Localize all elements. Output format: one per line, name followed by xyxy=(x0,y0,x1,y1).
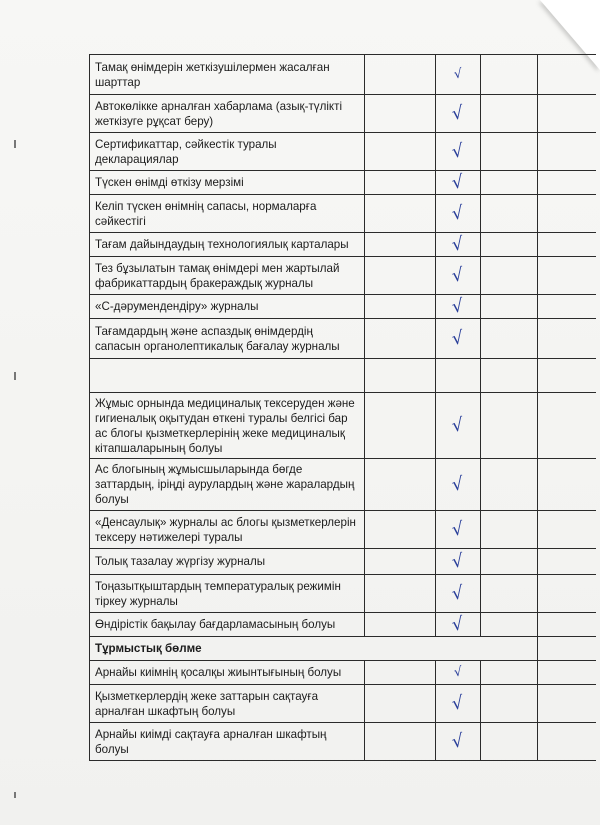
blank-cell xyxy=(481,257,538,295)
blank-cell xyxy=(538,359,597,393)
handwritten-check-icon: √ xyxy=(450,201,466,225)
requirement-label: «Денсаулық» журналы ас блогы қызметкерлерін тексеру нәтижелері туралы xyxy=(90,511,365,549)
blank-cell xyxy=(365,393,436,459)
blank-cell xyxy=(365,575,436,613)
handwritten-check-icon: √ xyxy=(450,549,466,573)
scan-mark xyxy=(14,792,16,798)
blank-cell xyxy=(538,511,597,549)
requirement-label: Жұмыс орнында медициналық тексеруден және гигиеналық оқытудан өткені туралы белгісі бар ас блогы қызметкерлерінің жеке медициналық кітапшаларының болуы xyxy=(90,393,365,459)
handwritten-check-icon: √ xyxy=(450,232,466,256)
blank-cell xyxy=(538,295,597,319)
blank-cell xyxy=(481,511,538,549)
handwritten-check-icon: √ xyxy=(450,101,466,125)
table-row xyxy=(90,133,597,171)
blank-cell xyxy=(365,171,436,195)
handwritten-check-icon: √ xyxy=(450,581,466,605)
blank-cell xyxy=(538,393,597,459)
blank-cell xyxy=(365,257,436,295)
check-cell xyxy=(436,319,481,359)
blank-cell xyxy=(481,723,538,761)
blank-cell xyxy=(538,723,597,761)
requirement-label: Тоңазытқыштардың температуралық режимін тіркеу журналы xyxy=(90,575,365,613)
blank-cell xyxy=(481,171,538,195)
blank-cell xyxy=(365,95,436,133)
blank-cell xyxy=(538,613,597,637)
handwritten-check-icon: √ xyxy=(450,612,466,636)
blank-cell xyxy=(481,393,538,459)
blank-cell xyxy=(538,661,597,685)
blank-cell xyxy=(481,319,538,359)
blank-cell xyxy=(365,133,436,171)
blank-cell xyxy=(365,723,436,761)
blank-cell xyxy=(365,359,436,393)
blank-cell xyxy=(481,295,538,319)
handwritten-check-icon: √ xyxy=(450,472,466,496)
table-row xyxy=(90,195,597,233)
check-cell xyxy=(436,685,481,723)
table-row xyxy=(90,95,597,133)
blank-cell xyxy=(481,661,538,685)
blank-cell xyxy=(365,549,436,575)
check-cell xyxy=(436,549,481,575)
handwritten-check-icon: √ xyxy=(450,517,466,541)
blank-cell xyxy=(481,95,538,133)
table-row xyxy=(90,613,597,637)
handwritten-check-icon: √ xyxy=(450,170,466,194)
blank-cell xyxy=(538,319,597,359)
handwritten-check-icon: √ xyxy=(450,294,466,318)
requirement-label: «С-дәрумендендіру» журналы xyxy=(90,295,365,319)
table-row xyxy=(90,359,597,393)
blank-cell xyxy=(365,511,436,549)
table-row xyxy=(90,393,597,459)
table-row xyxy=(90,685,597,723)
table-row xyxy=(90,459,597,511)
blank-cell xyxy=(481,233,538,257)
check-cell xyxy=(436,575,481,613)
blank-cell xyxy=(481,613,538,637)
requirement-label: Арнайы киімді сақтауға арналған шкафтың болуы xyxy=(90,723,365,761)
blank-cell xyxy=(538,55,597,95)
requirement-label: Ас блогының жұмысшыларында бөгде заттардың, іріңді аурулардың және жаралардың болуы xyxy=(90,459,365,511)
requirement-label: Толық тазалау жүргізу журналы xyxy=(90,549,365,575)
blank-cell xyxy=(538,95,597,133)
section-row xyxy=(90,637,597,661)
requirement-label: Қызметкерлердің жеке заттарын сақтауға арналған шкафтың болуы xyxy=(90,685,365,723)
blank-cell xyxy=(481,575,538,613)
blank-cell xyxy=(365,55,436,95)
blank-cell xyxy=(481,195,538,233)
table-row xyxy=(90,295,597,319)
blank-cell xyxy=(365,195,436,233)
check-cell xyxy=(436,55,481,95)
section-heading: Тұрмыстық бөлме xyxy=(90,637,538,661)
blank-cell xyxy=(538,575,597,613)
check-cell xyxy=(436,95,481,133)
table-row xyxy=(90,55,597,95)
handwritten-check-icon: √ xyxy=(452,664,464,681)
handwritten-check-icon: √ xyxy=(450,263,466,287)
table-row xyxy=(90,257,597,295)
table-row xyxy=(90,511,597,549)
blank-cell xyxy=(538,549,597,575)
handwritten-check-icon: √ xyxy=(450,326,466,350)
blank-cell xyxy=(365,685,436,723)
requirement-label: Тағам дайындаудың технологиялық карталары xyxy=(90,233,365,257)
handwritten-check-icon: √ xyxy=(450,139,466,163)
check-cell xyxy=(436,257,481,295)
blank-cell xyxy=(538,171,597,195)
check-cell xyxy=(436,661,481,685)
blank-cell xyxy=(365,233,436,257)
table-row xyxy=(90,319,597,359)
check-cell xyxy=(436,171,481,195)
blank-cell xyxy=(481,55,538,95)
table-row xyxy=(90,549,597,575)
requirement-label: Түскен өнімді өткізу мерзімі xyxy=(90,171,365,195)
handwritten-check-icon: √ xyxy=(450,729,466,753)
check-cell xyxy=(436,295,481,319)
blank-cell xyxy=(365,459,436,511)
blank-cell xyxy=(481,459,538,511)
requirement-label: Тамақ өнімдерін жеткізушілермен жасалған шарттар xyxy=(90,55,365,95)
blank-cell xyxy=(481,549,538,575)
table-row xyxy=(90,723,597,761)
blank-cell xyxy=(481,685,538,723)
check-cell xyxy=(436,393,481,459)
handwritten-check-icon: √ xyxy=(452,66,464,83)
table-row xyxy=(90,233,597,257)
check-cell xyxy=(436,459,481,511)
blank-cell xyxy=(365,661,436,685)
checklist-table xyxy=(89,54,596,761)
requirement-label xyxy=(90,359,365,393)
check-cell xyxy=(436,359,481,393)
blank-cell xyxy=(538,637,597,661)
blank-cell xyxy=(538,459,597,511)
check-cell xyxy=(436,511,481,549)
blank-cell xyxy=(538,133,597,171)
requirement-label: Арнайы киімнің қосалқы жиынтығының болуы xyxy=(90,661,365,685)
check-cell xyxy=(436,195,481,233)
requirement-label: Келіп түскен өнімнің сапасы, нормаларға сәйкестігі xyxy=(90,195,365,233)
table-row xyxy=(90,661,597,685)
check-cell xyxy=(436,133,481,171)
check-cell xyxy=(436,613,481,637)
requirement-label: Автокөлікке арналған хабарлама (азық-түлікті жеткізуге рұқсат беру) xyxy=(90,95,365,133)
table-row xyxy=(90,575,597,613)
handwritten-check-icon: √ xyxy=(450,691,466,715)
handwritten-check-icon: √ xyxy=(450,413,466,437)
blank-cell xyxy=(538,233,597,257)
table-row xyxy=(90,171,597,195)
requirement-label: Өндірістік бақылау бағдарламасының болуы xyxy=(90,613,365,637)
blank-cell xyxy=(365,613,436,637)
requirement-label: Тағамдардың және аспаздық өнімдердің сапасын органолептикалық бағалау журналы xyxy=(90,319,365,359)
blank-cell xyxy=(538,257,597,295)
requirement-label: Сертификаттар, сәйкестік туралы декларациялар xyxy=(90,133,365,171)
check-cell xyxy=(436,723,481,761)
scan-mark xyxy=(14,372,16,380)
blank-cell xyxy=(538,685,597,723)
blank-cell xyxy=(538,195,597,233)
blank-cell xyxy=(481,133,538,171)
blank-cell xyxy=(365,295,436,319)
check-cell xyxy=(436,233,481,257)
scan-mark xyxy=(14,140,16,148)
requirement-label: Тез бұзылатын тамақ өнімдері мен жартылай фабрикаттардың бракераждық журналы xyxy=(90,257,365,295)
blank-cell xyxy=(365,319,436,359)
blank-cell xyxy=(481,359,538,393)
